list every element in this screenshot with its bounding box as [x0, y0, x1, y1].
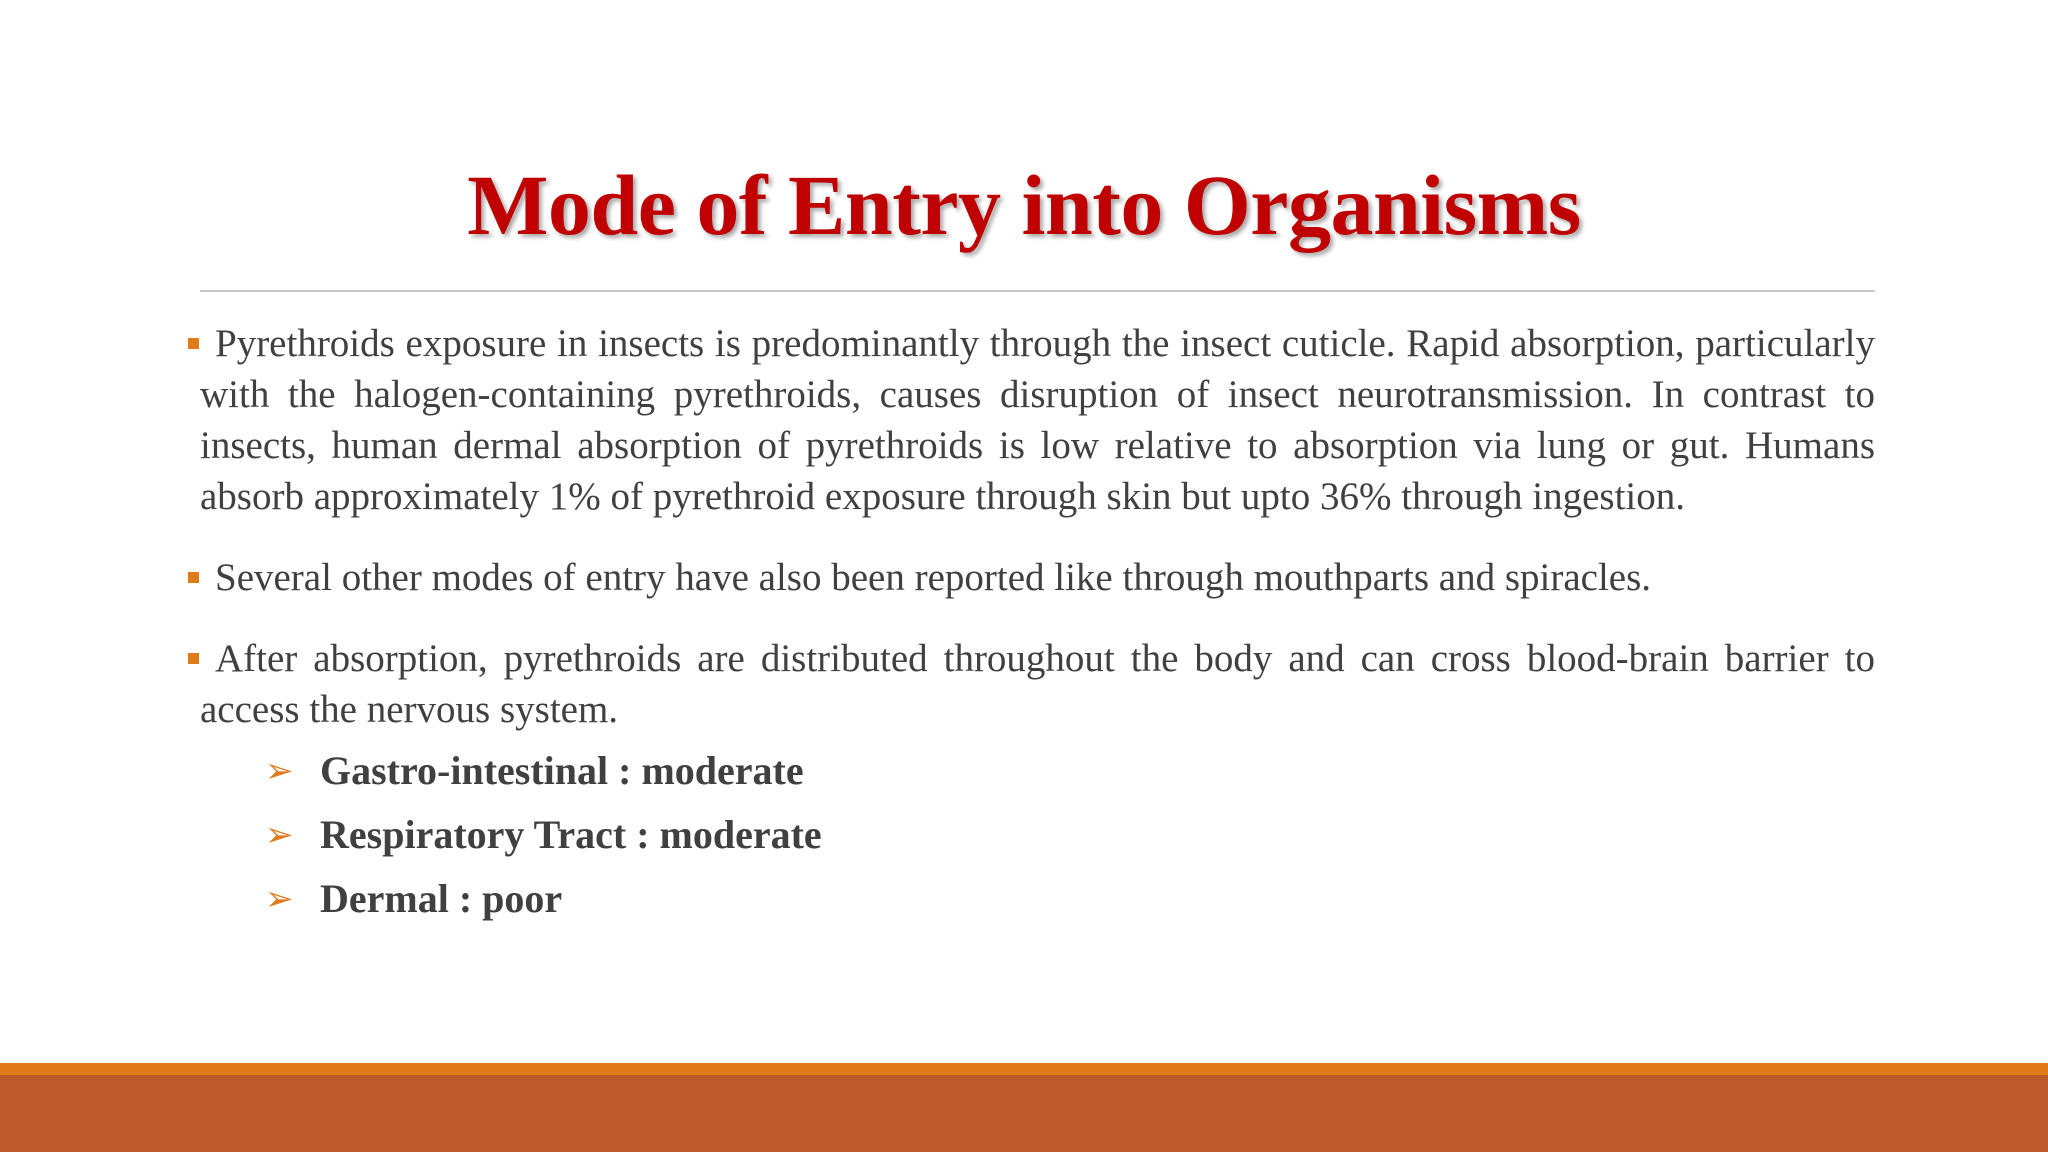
list-item [200, 867, 1875, 931]
paragraph-text: Pyrethroids exposure in insects is predominantly through the insect cuticle. Rapid absorption, particularly with the halogen-containing pyrethroids, causes disruption of insect neurotransmission. In contrast to insects, human dermal absorption of pyrethroids is low relative to absorption via lung or gut. Humans absorb approximately 1% of pyrethroid exposure through skin but upto 36% through ingestion. [200, 322, 1875, 518]
list-item [200, 739, 1875, 803]
footer-band [0, 1075, 2048, 1152]
arrow-bullet-icon: ➢ [265, 815, 294, 855]
footer-accent-stripe [0, 1063, 2048, 1075]
square-bullet-icon [188, 572, 199, 583]
paragraph-text: Several other modes of entry have also been reported like through mouthparts and spiracles. [215, 556, 1652, 599]
bullet-paragraph-1 [200, 318, 1875, 522]
slide-body [200, 318, 1875, 931]
arrow-bullet-icon: ➢ [265, 879, 294, 919]
square-bullet-icon [188, 338, 199, 349]
arrow-bullet-icon: ➢ [265, 751, 294, 791]
list-item-label: Dermal : poor [320, 876, 563, 921]
bullet-paragraph-2 [200, 552, 1875, 603]
title-divider [200, 290, 1875, 292]
slide-title: Mode of Entry into Organisms [467, 157, 1581, 253]
list-item-label: Gastro-intestinal : moderate [320, 748, 804, 793]
bullet-paragraph-3 [200, 633, 1875, 735]
list-item-label: Respiratory Tract : moderate [320, 812, 822, 857]
paragraph-text: After absorption, pyrethroids are distributed throughout the body and can cross blood-brain barrier to access the nervous system. [200, 637, 1875, 731]
square-bullet-icon [188, 653, 199, 664]
entry-route-list [200, 739, 1875, 931]
list-item [200, 803, 1875, 867]
